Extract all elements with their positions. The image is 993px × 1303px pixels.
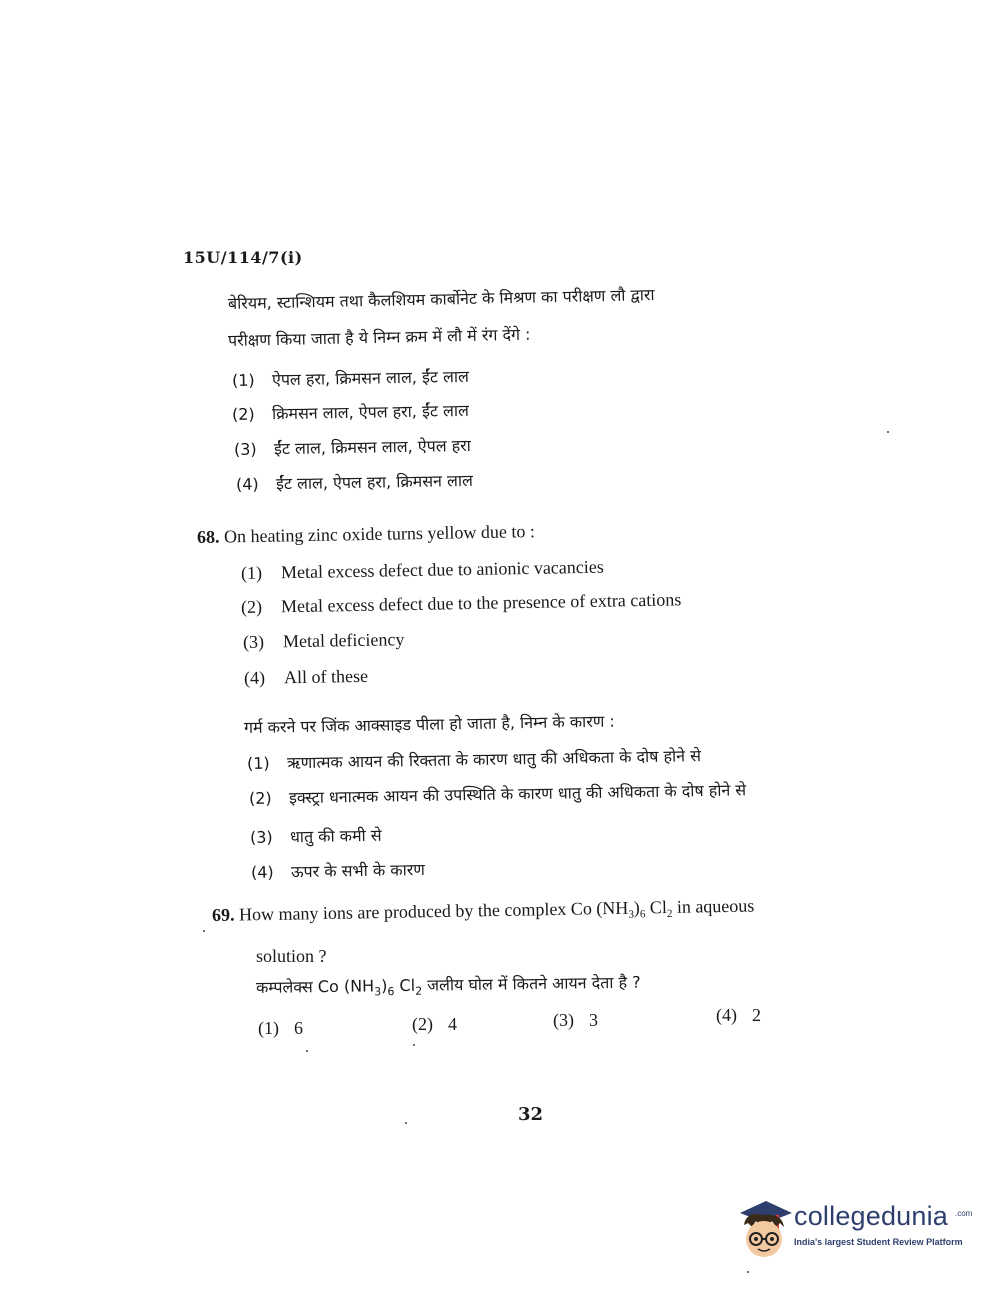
q68-option-4 (244, 666, 368, 689)
q67-option-3 (234, 434, 471, 460)
option-number: (1) (258, 1018, 279, 1038)
q67-hindi-stem-line2: परीक्षण किया जाता है ये निम्न क्रम में लौ में रंग देंगे : (227, 324, 531, 350)
option-number: (3) (233, 439, 257, 459)
q69-option-3 (553, 1010, 598, 1031)
q67-option-2 (232, 399, 469, 425)
question-text-end: जलीय घोल में कितने आयन देता है ? (421, 972, 641, 995)
logo-tagline: India's largest Student Review Platform (794, 1237, 963, 1247)
subscript: 6 (387, 985, 395, 999)
question-text: On heating zinc oxide turns yellow due to : (223, 521, 536, 547)
option-text: ऐपल हरा, क्रिमसन लाल, ईंट लाल (271, 366, 470, 390)
option-text: धातु की कमी से (289, 825, 382, 847)
subscript: 2 (415, 984, 423, 998)
option-number: (3) (553, 1010, 574, 1030)
q68-option-1 (241, 557, 604, 584)
q69-option-4 (716, 1005, 761, 1026)
q69-option-2 (412, 1014, 457, 1035)
q69-option-1 (258, 1018, 303, 1039)
formula-cl: Cl (645, 897, 668, 918)
option-number: (3) (249, 827, 273, 847)
q68-hindi-option-1 (247, 744, 701, 774)
option-text: Metal excess defect due to the presence of extra cations (280, 589, 682, 617)
option-number: (1) (246, 753, 270, 773)
question-number: 69. (211, 904, 235, 925)
subscript: 6 (639, 908, 646, 921)
option-text: Metal deficiency (282, 629, 405, 652)
option-text: 4 (448, 1014, 457, 1034)
logo-brand-text: collegedunia (794, 1201, 949, 1231)
subscript: 3 (374, 985, 382, 999)
scan-speck (203, 930, 205, 932)
scan-speck (413, 1044, 415, 1046)
q67-hindi-stem-line1: बेरियम, स्टान्शियम तथा कैलशियम कार्बोनेट के मिश्रण का परीक्षण लौ द्वारा (227, 285, 655, 313)
option-number: (1) (240, 562, 263, 583)
question-number: 68. (196, 526, 220, 547)
option-number: (4) (716, 1005, 737, 1025)
q68-hindi-option-4 (251, 858, 425, 883)
option-text: 3 (589, 1010, 598, 1030)
option-number: (4) (243, 667, 266, 688)
option-text: क्रिमसन लाल, ऐपल हरा, ईंट लाल (271, 400, 470, 424)
q68-hindi-stem: गर्म करने पर जिंक आक्साइड पीला हो जाता है, निम्न के कारण : (243, 711, 615, 737)
paper-code: 15U/114/7(i) (183, 248, 303, 267)
question-text-end: in aqueous (672, 895, 755, 917)
option-text: ईंट लाल, क्रिमसन लाल, ऐपल हरा (273, 435, 472, 459)
option-text: ईंट लाल, ऐपल हरा, क्रिमसन लाल (275, 470, 474, 494)
subscript: 2 (666, 907, 673, 921)
q68-option-3 (243, 629, 405, 653)
option-text: इक्स्ट्रा धनात्मक आयन की उपस्थिति के कारण धातु की अधिकता के दोष होने से (288, 780, 747, 808)
option-number: (2) (412, 1014, 433, 1034)
page-number: 32 (518, 1104, 544, 1125)
formula-cl: Cl (394, 975, 416, 996)
formula-bracket: ) (633, 897, 641, 918)
scan-speck (306, 1050, 308, 1052)
option-text: Metal excess defect due to anionic vacancies (280, 556, 604, 583)
q68-option-2 (241, 589, 682, 618)
q68-hindi-option-3 (250, 824, 382, 848)
option-number: (2) (240, 596, 263, 617)
option-text: 2 (752, 1005, 761, 1025)
question-text: कम्पलेक्स Co (NH (255, 976, 375, 997)
logo-brand-suffix: .com (955, 1209, 973, 1218)
option-text: 6 (294, 1018, 303, 1038)
q69-stem (212, 896, 755, 928)
option-number: (2) (231, 404, 255, 424)
option-number: (2) (248, 788, 272, 808)
option-text: ऊपर के सभी के कारण (290, 859, 426, 882)
collegedunia-logo (736, 1195, 973, 1265)
option-text: ऋणात्मक आयन की रिक्तता के कारण धातु की अधिकता के दोष होने से (286, 746, 702, 773)
scan-speck (887, 431, 889, 433)
scan-speck (747, 1271, 749, 1273)
subscript: 3 (628, 908, 635, 921)
q67-option-1 (232, 365, 469, 391)
option-number: (1) (231, 370, 255, 390)
q69-stem-line2: solution ? (256, 946, 327, 966)
formula-bracket: ) (381, 976, 388, 996)
scan-speck (405, 1122, 407, 1124)
mascot-icon (736, 1195, 792, 1263)
option-number: (4) (235, 474, 259, 494)
option-text: All of these (283, 665, 369, 688)
q68-stem (197, 521, 535, 548)
option-number: (4) (250, 862, 274, 882)
q69-hindi-stem (256, 971, 641, 1000)
question-text: How many ions are produced by the complex Co (NH (238, 897, 629, 925)
q67-option-4 (236, 469, 473, 495)
q68-hindi-option-2 (249, 778, 747, 809)
option-number: (3) (242, 631, 265, 652)
